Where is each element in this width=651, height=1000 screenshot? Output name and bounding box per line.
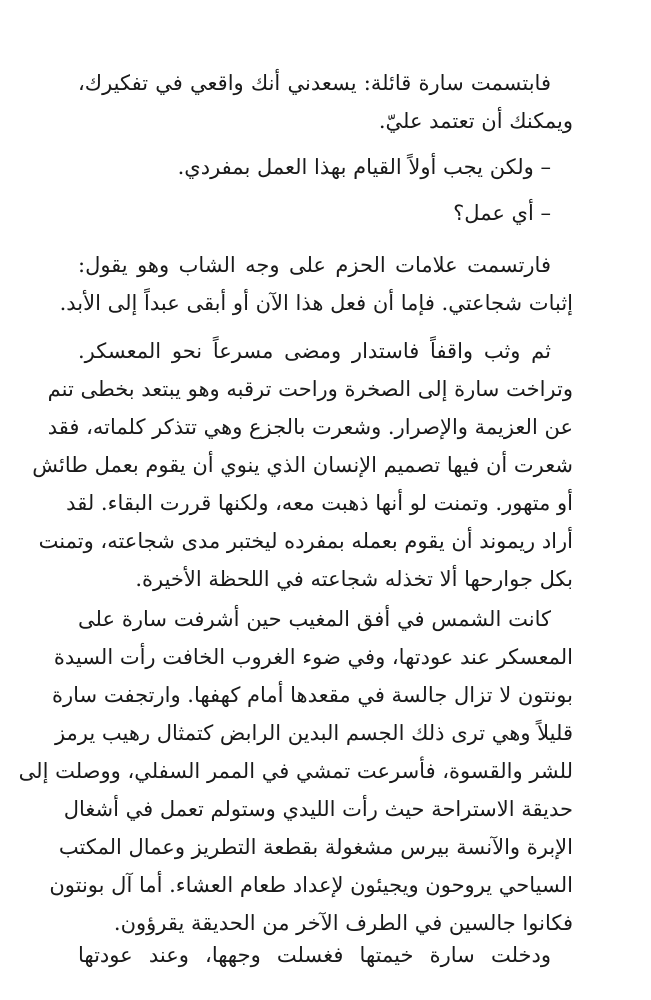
text-line: بكل جوارحها ألا تخذله شجاعته في اللحظة الأخيرة. — [135, 567, 573, 591]
paragraph-5 — [32, 332, 573, 598]
paragraph-7 — [78, 936, 573, 974]
text-line: الإبرة والآنسة بيرس مشغولة بقطعة التطريز وعمال المكتب — [58, 835, 573, 859]
text-line: كانت الشمس في أفق المغيب حين أشرفت سارة على — [78, 607, 551, 631]
text-line: فابتسمت سارة قائلة: يسعدني أنك واقعي في تفكيرك، — [78, 71, 551, 95]
paragraph-3 — [78, 194, 573, 232]
text-line: شعرت أن فيها تصميم الإنسان الذي ينوي أن يقوم بعمل طائش — [32, 453, 573, 477]
text-line: بونتون لا تزال جالسة في مقعدها أمام كهفها. وارتجفت سارة — [52, 683, 573, 707]
text-line: فكانوا جالسين في الطرف الآخر من الحديقة يقرؤون. — [113, 911, 573, 935]
text-line: للشر والقسوة، فأسرعت تمشي في الممر السفلي، ووصلت إلى — [18, 759, 573, 783]
text-line: عن العزيمة والإصرار. وشعرت بالجزع وهي تتذكر كلماته، فقد — [47, 415, 573, 439]
text-line: ودخلت سارة خيمتها فغسلت وجهها، وعند عودتها — [78, 943, 551, 967]
text-line: فارتسمت علامات الحزم على وجه الشاب وهو يقول: — [78, 253, 551, 277]
text-line: حديقة الاستراحة حيث رأت الليدي وستولم تعمل في أشغال — [63, 797, 573, 821]
text-line: أو متهور. وتمنت لو أنها ذهبت معه، ولكنها قررت البقاء. لقد — [66, 491, 573, 515]
text-line: قليلاً وهي ترى ذلك الجسم البدين الرابض كتمثال رهيب يرمز — [54, 721, 573, 745]
paragraph-4 — [59, 246, 573, 322]
text-line: – أي عمل؟ — [453, 201, 551, 225]
text-line: أراد ريموند أن يقوم بعمله بمفرده ليختبر مدى شجاعته، وتمنت — [38, 529, 573, 553]
text-line: ثم وثب واقفاً فاستدار ومضى مسرعاً نحو المعسكر. — [78, 339, 551, 363]
text-line: ويمكنك أن تعتمد عليّ. — [378, 109, 573, 133]
text-line: وتراخت سارة إلى الصخرة وراحت ترقبه وهو يبتعد بخطى تنم — [47, 377, 573, 401]
text-line: إثبات شجاعتي. فإما أن فعل هذا الآن أو أبقى عبداً إلى الأبد. — [59, 291, 573, 315]
text-line: – ولكن يجب أولاً القيام بهذا العمل بمفردي. — [177, 155, 551, 179]
text-line: المعسكر عند عودتها، وفي ضوء الغروب الخافت رأت السيدة — [53, 645, 573, 669]
text-line: السياحي يروحون ويجيئون لإعداد طعام العشاء. أما آل بونتون — [49, 873, 573, 897]
paragraph-2 — [78, 148, 573, 186]
paragraph-6 — [18, 600, 573, 942]
paragraph-1 — [78, 64, 573, 140]
